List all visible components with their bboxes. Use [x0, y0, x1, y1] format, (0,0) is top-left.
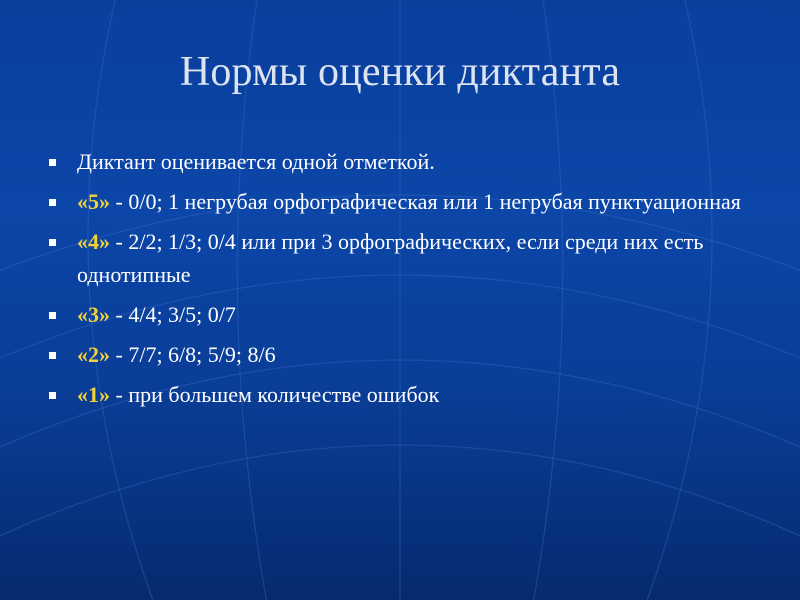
bullet-list	[44, 145, 764, 418]
square-bullet-icon	[49, 199, 56, 206]
list-item	[44, 145, 764, 178]
item-text: - при большем количестве ошибок	[110, 382, 440, 407]
list-item	[44, 378, 764, 411]
list-item	[44, 185, 764, 218]
list-item	[44, 298, 764, 331]
grade-label: «1»	[77, 382, 110, 407]
grade-label: «5»	[77, 189, 110, 214]
item-text: Диктант оценивается одной отметкой.	[77, 149, 435, 174]
list-item	[44, 225, 764, 291]
square-bullet-icon	[49, 352, 56, 359]
item-text: - 2/2; 1/3; 0/4 или при 3 орфографических, если среди них есть однотипные	[77, 229, 704, 287]
item-text: - 0/0; 1 негрубая орфографическая или 1 негрубая пунктуационная	[110, 189, 741, 214]
slide-title: Нормы оценки диктанта	[179, 49, 621, 95]
square-bullet-icon	[49, 392, 56, 399]
grade-label: «3»	[77, 302, 110, 327]
square-bullet-icon	[49, 239, 56, 246]
grade-label: «4»	[77, 229, 110, 254]
list-item	[44, 338, 764, 371]
item-text: - 4/4; 3/5; 0/7	[110, 302, 236, 327]
grade-label: «2»	[77, 342, 110, 367]
square-bullet-icon	[49, 159, 56, 166]
square-bullet-icon	[49, 312, 56, 319]
item-text: - 7/7; 6/8; 5/9; 8/6	[110, 342, 276, 367]
